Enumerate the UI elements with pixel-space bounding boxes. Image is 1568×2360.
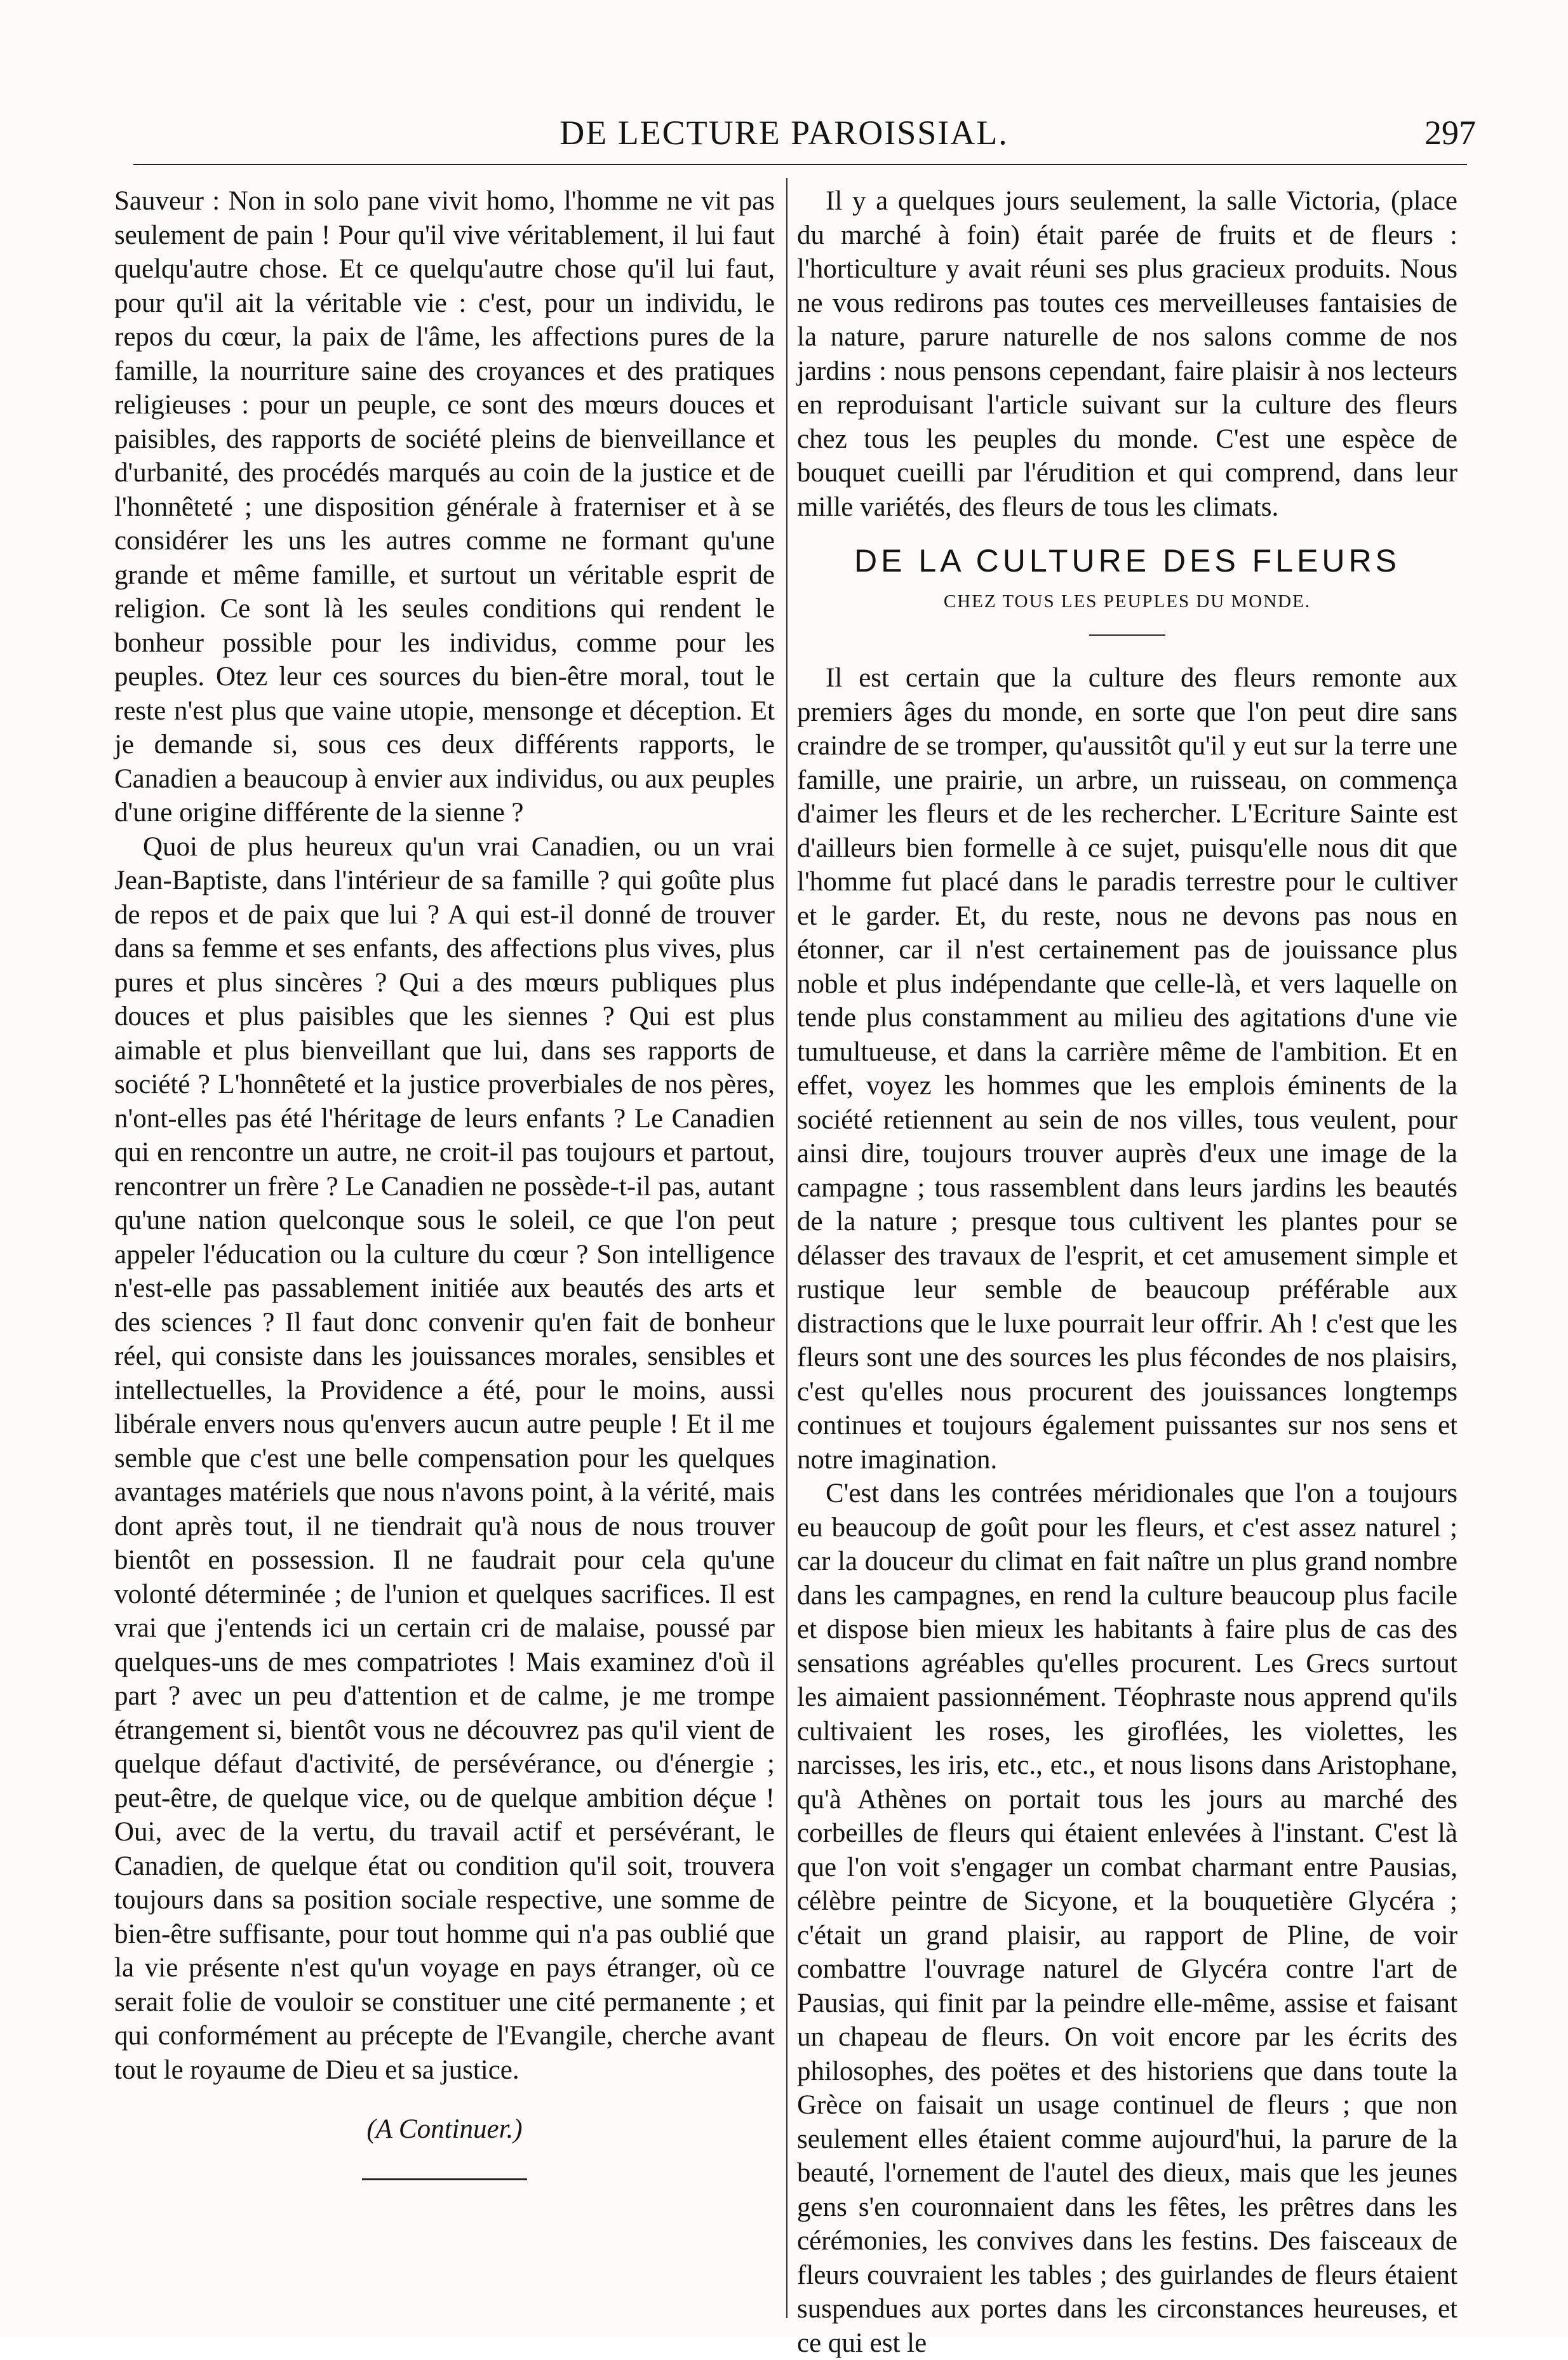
right-column <box>797 184 1457 2358</box>
column-divider <box>786 178 787 2318</box>
paragraph: Sauveur : Non in solo pane vivit homo, l'homme ne vit pas seulement de pain ! Pour qu'il vive véritablement, il lui faut quelqu'autre chose. Et ce quelqu'autre chose qu'il lui faut, pour qu'il ait la véritable vie : c'est, pour un individu, le repos du cœur, la paix de l'âme, les affections pures de la famille, la nourriture saine des croyances et des pratiques religieuses : pour un peuple, ce sont des mœurs douces et paisibles, des rapports de société pleins de bienveillance et d'urbanité, des procédés marqués au coin de la justice et de l'honnêteté ; une disposition générale à fraterniser et à se considérer les uns les autres comme ne formant qu'une grande et même famille, et surtout un véritable esprit de religion. Ce sont là les seules conditions qui rendent le bonheur possible pour les individus, comme pour les peuples. Otez leur ces sources du bien-être moral, tout le reste n'est plus que vaine utopie, mensonge et déception. Et je demande si, sous ces deux différents rapports, le Canadien a beaucoup à envier aux individus, ou aux peuples d'une origine différente de la sienne ? <box>114 186 775 828</box>
paragraph: Quoi de plus heureux qu'un vrai Canadien, ou un vrai Jean-Baptiste, dans l'intérieur de sa famille ? qui goûte plus de repos et de paix que lui ? A qui est-il donné de trouver dans sa femme et ses enfants, des affections plus vives, plus pures et plus sincères ? Qui a des mœurs publiques plus douces et plus paisibles que les siennes ? Qui est plus aimable et plus bienveillant que lui, dans ses rapports de société ? L'honnêteté et la justice proverbiales de nos pères, n'ont-elles pas été l'héritage de leurs enfants ? Le Canadien qui en rencontre un autre, ne croit-il pas toujours et partout, rencontrer un frère ? Le Canadien ne possède-t-il pas, autant qu'une nation quelconque sous le soleil, ce que l'on peut appeler l'éducation ou la culture du cœur ? Son intelligence n'est-elle pas passablement initiée aux beautés des arts et des sciences ? Il faut donc convenir qu'en fait de bonheur réel, qui consiste dans les jouissances morales, sensibles et intellectuelles, la Providence a été, pour le moins, aussi libérale envers nous qu'envers aucun autre peuple ! Et il me semble que c'est une belle compensation pour les quelques avantages matériels que nous n'avons point, à la vérité, mais dont après tout, il ne tiendrait qu'à nous de nous trouver bientôt en possession. Il ne faudrait pour cela qu'une volonté déterminée ; de l'union et quelques sacrifices. Il est vrai que j'entends ici un certain cri de malaise, poussé par quelques-uns de mes compatriotes ! Mais examinez d'où il part ? avec un peu d'attention et de calme, je me trompe étrangement si, bientôt vous ne découvrez pas qu'il vient de quelque défaut d'activité, de persévérance, ou d'énergie ; peut-être, de quelque vice, ou de quelque ambition déçue ! Oui, avec de la vertu, du travail actif et persévérant, le Canadien, de quelque état ou condition qu'il soit, trouvera toujours dans sa position sociale respective, une somme de bien-être suffisante, pour tout homme qui n'a pas oublié que la vie présente n'est qu'un voyage en pays étranger, où ce serait folie de vouloir se constituer une cité permanente ; et qui conformément au précepte de l'Evangile, cherche avant tout le royaume de Dieu et sa justice. <box>114 831 775 2085</box>
running-head <box>0 113 1568 158</box>
header-rule <box>133 164 1467 165</box>
article-title: DE LA CULTURE DES FLEURS <box>854 543 1400 579</box>
page-number: 297 <box>1424 114 1476 152</box>
intro-paragraph: Il y a quelques jours seulement, la salle Victoria, (place du marché à foin) était parée de fruits et de fleurs : l'horticulture y avait réuni ses plus gracieux produits. Nous ne vous redirons pas toutes ces merveilleuses fantaisies de la nature, parure naturelle de nos salons comme de nos jardins : nous pensons cependant, faire plaisir à nos lecteurs en reproduisant l'article suivant sur la culture des fleurs chez tous les peuples du monde. C'est une espèce de bouquet cueilli par l'érudition et qui comprend, dans leur mille variétés, des fleurs de tous les climats. <box>797 186 1457 522</box>
continue-note: (A Continuer.) <box>366 2114 523 2144</box>
paragraph: Il est certain que la culture des fleurs remonte aux premiers âges du monde, en sorte que l'on peut dire sans craindre de se tromper, qu'aussitôt qu'il y eut sur la terre une famille, une prairie, un arbre, un ruisseau, on commença d'aimer les fleurs et de les rechercher. L'Ecriture Sainte est d'ailleurs bien formelle à ce sujet, puisqu'elle nous dit que l'homme fut placé dans le paradis terrestre pour le cultiver et le garder. Et, du reste, nous ne devons pas nous en étonner, car il n'est certainement pas de jouissance plus noble et plus indépendante que celle-là, et vers laquelle on tende plus constamment au milieu des agitations d'une vie tumultueuse, et dans la carrière même de l'ambition. Et en effet, voyez les hommes que les emplois éminents de la société retiennent au sein de nos villes, tous veulent, pour ainsi dire, toujours trouver auprès d'eux une image de la campagne ; tous rassemblent dans leurs jardins les beautés de la nature ; presque tous cultivent les plantes pour se délasser des travaux de l'esprit, et cet amusement simple et rustique leur semble de beaucoup préférable aux distractions que le luxe pourrait leur offrir. Ah ! c'est que les fleurs sont une des sources les plus fécondes de nos plaisirs, c'est qu'elles nous procurent des jouissances longtemps continues et toujours également puissantes sur nos sens et notre imagination. <box>797 663 1457 1475</box>
running-title: DE LECTURE PAROISSIAL. <box>560 114 1008 152</box>
article-subtitle: CHEZ TOUS LES PEUPLES DU MONDE. <box>943 591 1311 612</box>
paragraph: C'est dans les contrées méridionales que l'on a toujours eu beaucoup de goût pour les fleurs, et c'est assez naturel ; car la douceur du climat en fait naître un plus grand nombre dans les campagnes, en rend la culture beaucoup plus facile et dispose bien mieux les habitants à faire plus de cas des sensations agréables qu'elles procurent. Les Grecs surtout les aimaient passionnément. Téophraste nous apprend qu'ils cultivaient les roses, les giroflées, les violettes, les narcisses, les iris, etc., etc., et nous lisons dans Aristophane, qu'à Athènes on portait tous les jours au marché des corbeilles de fleurs qui étaient enlevées à l'instant. C'est là que l'on voit s'engager un combat charmant entre Pausias, célèbre peintre de Sicyone, et la bouquetière Glycéra ; c'était un grand plaisir, au rapport de Pline, de voir combattre l'ouvrage naturel de Glycéra contre l'art de Pausias, qui finit par la peindre elle-même, assise et faisant un chapeau de fleurs. On voit encore par les écrits des philosophes, des poëtes et des historiens que dans toute la Grèce on faisait un usage continuel de fleurs ; que non seulement elles étaient comme aujourd'hui, la parure de la beauté, l'ornement de l'autel des dieux, mais que les jeunes gens s'en couronnaient dans les fêtes, les prêtres dans les cérémonies, les convives dans les festins. Des faisceaux de fleurs couvraient les tables ; des guirlandes de fleurs étaient suspendues aux portes dans les circonstances heureuses, et ce qui est le <box>797 1478 1457 2358</box>
title-rule <box>1089 634 1165 636</box>
left-column <box>114 184 775 2305</box>
end-rule <box>362 2178 527 2180</box>
